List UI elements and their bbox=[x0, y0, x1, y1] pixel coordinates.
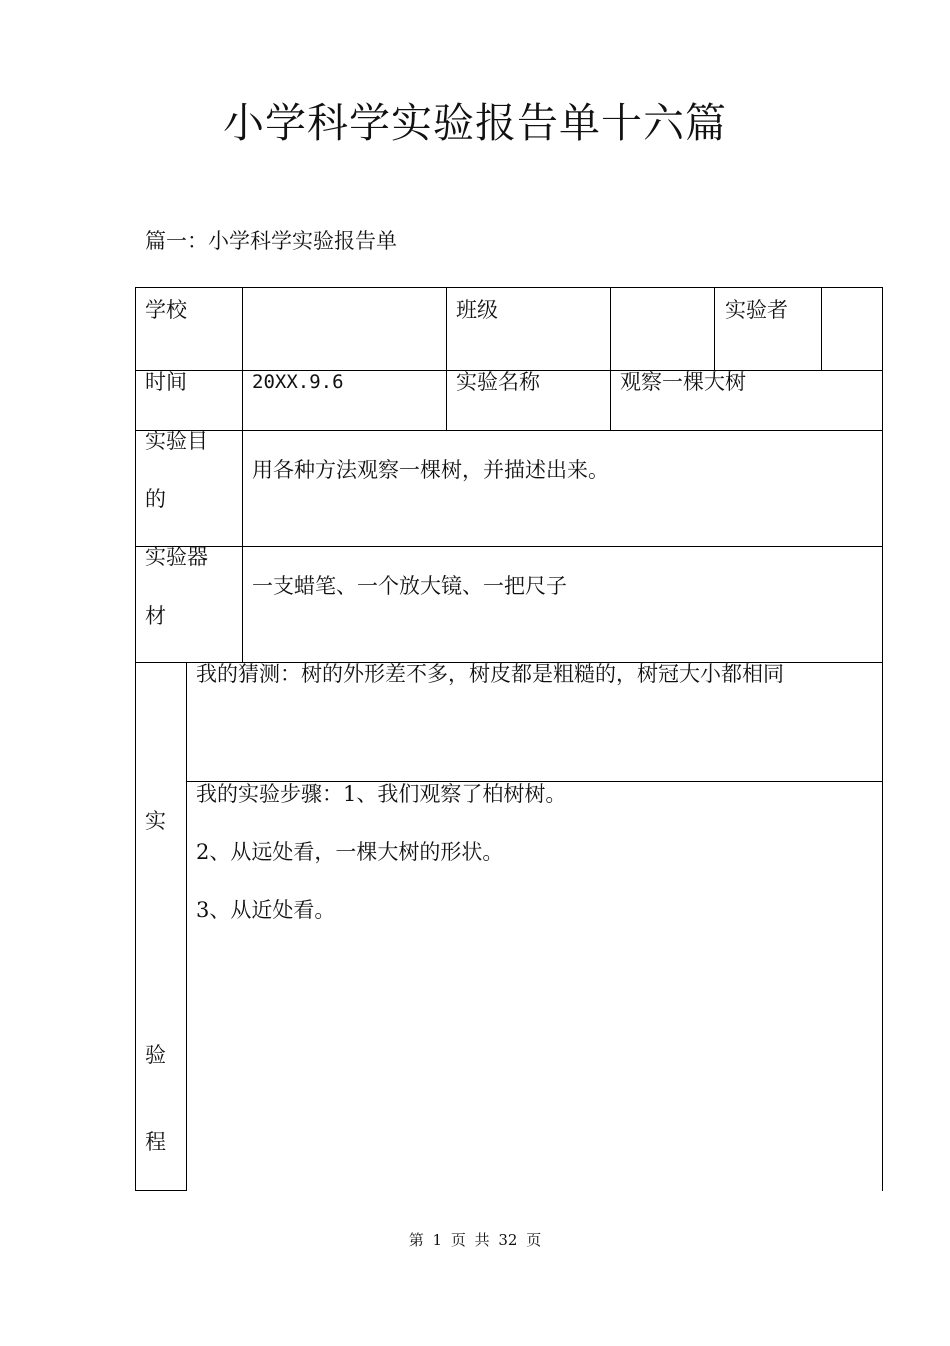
materials-label-line1: 实验器 bbox=[145, 545, 208, 569]
experiment-name-label: 实验名称 bbox=[456, 370, 540, 394]
purpose-label-line2: 的 bbox=[145, 487, 166, 511]
table-border-top bbox=[135, 287, 883, 288]
page-number-footer: 第 1 页 共 32 页 bbox=[408, 1231, 542, 1249]
materials-value: 一支蜡笔、一个放大镜、一把尺子 bbox=[252, 574, 567, 598]
column-divider bbox=[242, 287, 243, 662]
step-line: 我的实验步骤：1、我们观察了柏树树。 bbox=[196, 782, 567, 806]
process-label-divider bbox=[186, 662, 187, 1191]
section-subtitle: 篇一：小学科学实验报告单 bbox=[145, 229, 397, 253]
document-title: 小学科学实验报告单十六篇 bbox=[223, 99, 727, 147]
table-border-bottom bbox=[135, 1190, 186, 1191]
class-label: 班级 bbox=[456, 298, 498, 322]
purpose-label-line1: 实验目 bbox=[145, 429, 208, 453]
table-border-right bbox=[882, 287, 883, 1191]
row-divider bbox=[135, 430, 883, 431]
experiment-name-value: 观察一棵大树 bbox=[620, 370, 746, 394]
process-label-char: 验 bbox=[145, 1043, 166, 1067]
table-border-left bbox=[135, 287, 136, 1191]
school-label: 学校 bbox=[145, 298, 187, 322]
column-divider bbox=[610, 287, 611, 430]
time-value: 20XX.9.6 bbox=[252, 371, 344, 393]
experimenter-label: 实验者 bbox=[725, 298, 788, 322]
column-divider bbox=[714, 287, 715, 370]
purpose-value: 用各种方法观察一棵树，并描述出来。 bbox=[252, 458, 609, 482]
step-line: 2、从远处看，一棵大树的形状。 bbox=[196, 840, 504, 864]
step-line: 3、从近处看。 bbox=[196, 898, 336, 922]
column-divider bbox=[821, 287, 822, 370]
row-divider bbox=[135, 546, 883, 547]
process-label-char: 程 bbox=[145, 1130, 166, 1154]
time-label: 时间 bbox=[145, 370, 187, 394]
column-divider bbox=[446, 287, 447, 430]
guess-text: 我的猜测：树的外形差不多，树皮都是粗糙的，树冠大小都相同 bbox=[196, 662, 784, 686]
materials-label-line2: 材 bbox=[145, 604, 166, 628]
process-label-char: 实 bbox=[145, 809, 166, 833]
